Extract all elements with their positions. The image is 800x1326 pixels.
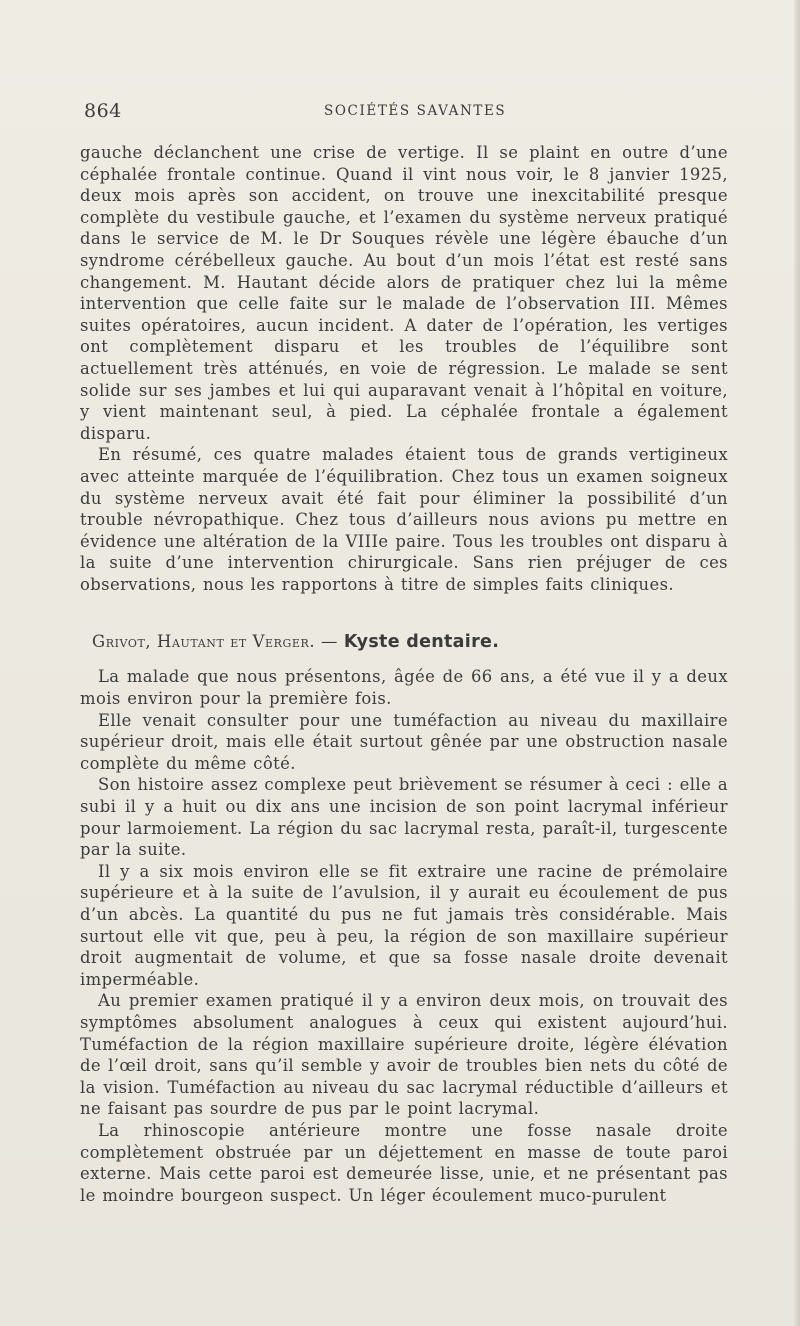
paragraph: Il y a six mois environ elle se fit extraire une racine de prémolaire supérieure et à la suite de l’avulsion, il y aurait eu écoulement de pus d’un abcès. La quantité du pus ne fut jamais très considérable. Mais surtout elle vit que, peu à peu, la région de son maxillaire supérieur droit augmentait de volume, et que sa fosse nasale droite devenait imperméable. xyxy=(80,861,728,989)
paragraph: Elle venait consulter pour une tuméfaction au niveau du maxillaire supérieur droit, mais elle était surtout gênée par une obstruction nasale complète du même côté. xyxy=(80,710,728,773)
paragraph: gauche déclanchent une crise de vertige. Il se plaint en outre d’une céphalée frontale continue. Quand il vint nous voir, le 8 janvier 1925, deux mois après son accident, on trouve une inexcitabilité presque complète du vestibule gauche, et l’examen du système nerveux pratiqué dans le service de M. le Dr Souques révèle une légère ébauche d’un syndrome cérébelleux gauche. Au bout d’un mois l’état est resté sans changement. M. Hautant décide alors de pratiquer chez lui la même intervention que celle faite sur le malade de l’observation III. Mêmes suites opératoires, aucun incident. A dater de l’opération, les vertiges ont complètement disparu et les troubles de l’équilibre sont actuellement très atténués, en voie de régression. Le malade se sent solide sur ses jambes et lui qui auparavant venait à l’hôpital en voiture, y vient maintenant seul, à pied. La céphalée frontale a également disparu. xyxy=(80,143,728,443)
page-number: 864 xyxy=(84,100,122,122)
paragraph: La rhinoscopie antérieure montre une fosse nasale droite complètement obstruée par un déjettement en masse de toute paroi externe. Mais cette paroi est demeurée lisse, unie, et ne présentant pas le moindre bourgeon suspect. Un léger écoulement muco-purulent xyxy=(80,1120,728,1205)
section-authors: Grivot, Hautant et Verger. xyxy=(92,632,316,652)
running-head: SOCIÉTÉS SAVANTES xyxy=(324,103,507,119)
page-header xyxy=(84,100,724,124)
page-edge xyxy=(794,0,800,1326)
page-body xyxy=(80,142,728,1206)
paragraph: La malade que nous présentons, âgée de 66 ans, a été vue il y a deux mois environ pour la première fois. xyxy=(80,667,728,709)
paragraph: En résumé, ces quatre malades étaient tous de grands vertigineux avec atteinte marquée de l’équilibration. Chez tous un examen soigneux du système nerveux avait été fait pour éliminer la possibilité d’un trouble névropathique. Chez tous d’ailleurs nous avions pu mettre en évidence une altération de la VIIIe paire. Tous les troubles ont disparu à la suite d’une intervention chirurgicale. Sans rien préjuger de ces observations, nous les rapportons à titre de simples faits cliniques. xyxy=(80,445,728,594)
paragraph: Au premier examen pratiqué il y a environ deux mois, on trouvait des symptômes absolument analogues à ceux qui existent aujourd’hui. Tuméfaction de la région maxillaire supérieure droite, légère élévation de l’œil droit, sans qu’il semble y avoir de troubles bien nets du côté de la vision. Tuméfaction au niveau du sac lacrymal réductible d’ailleurs et ne faisant pas sourdre de pus par le point lacrymal. xyxy=(80,991,728,1119)
section-dash: — xyxy=(315,632,344,652)
section-heading xyxy=(92,632,728,652)
paragraph: Son histoire assez complexe peut brièvement se résumer à ceci : elle a subi il y a huit ou dix ans une incision de son point lacrymal inférieur pour larmoiement. La région du sac lacrymal resta, paraît-il, turgescente par la suite. xyxy=(80,775,728,860)
section-title: Kyste dentaire. xyxy=(343,632,500,653)
